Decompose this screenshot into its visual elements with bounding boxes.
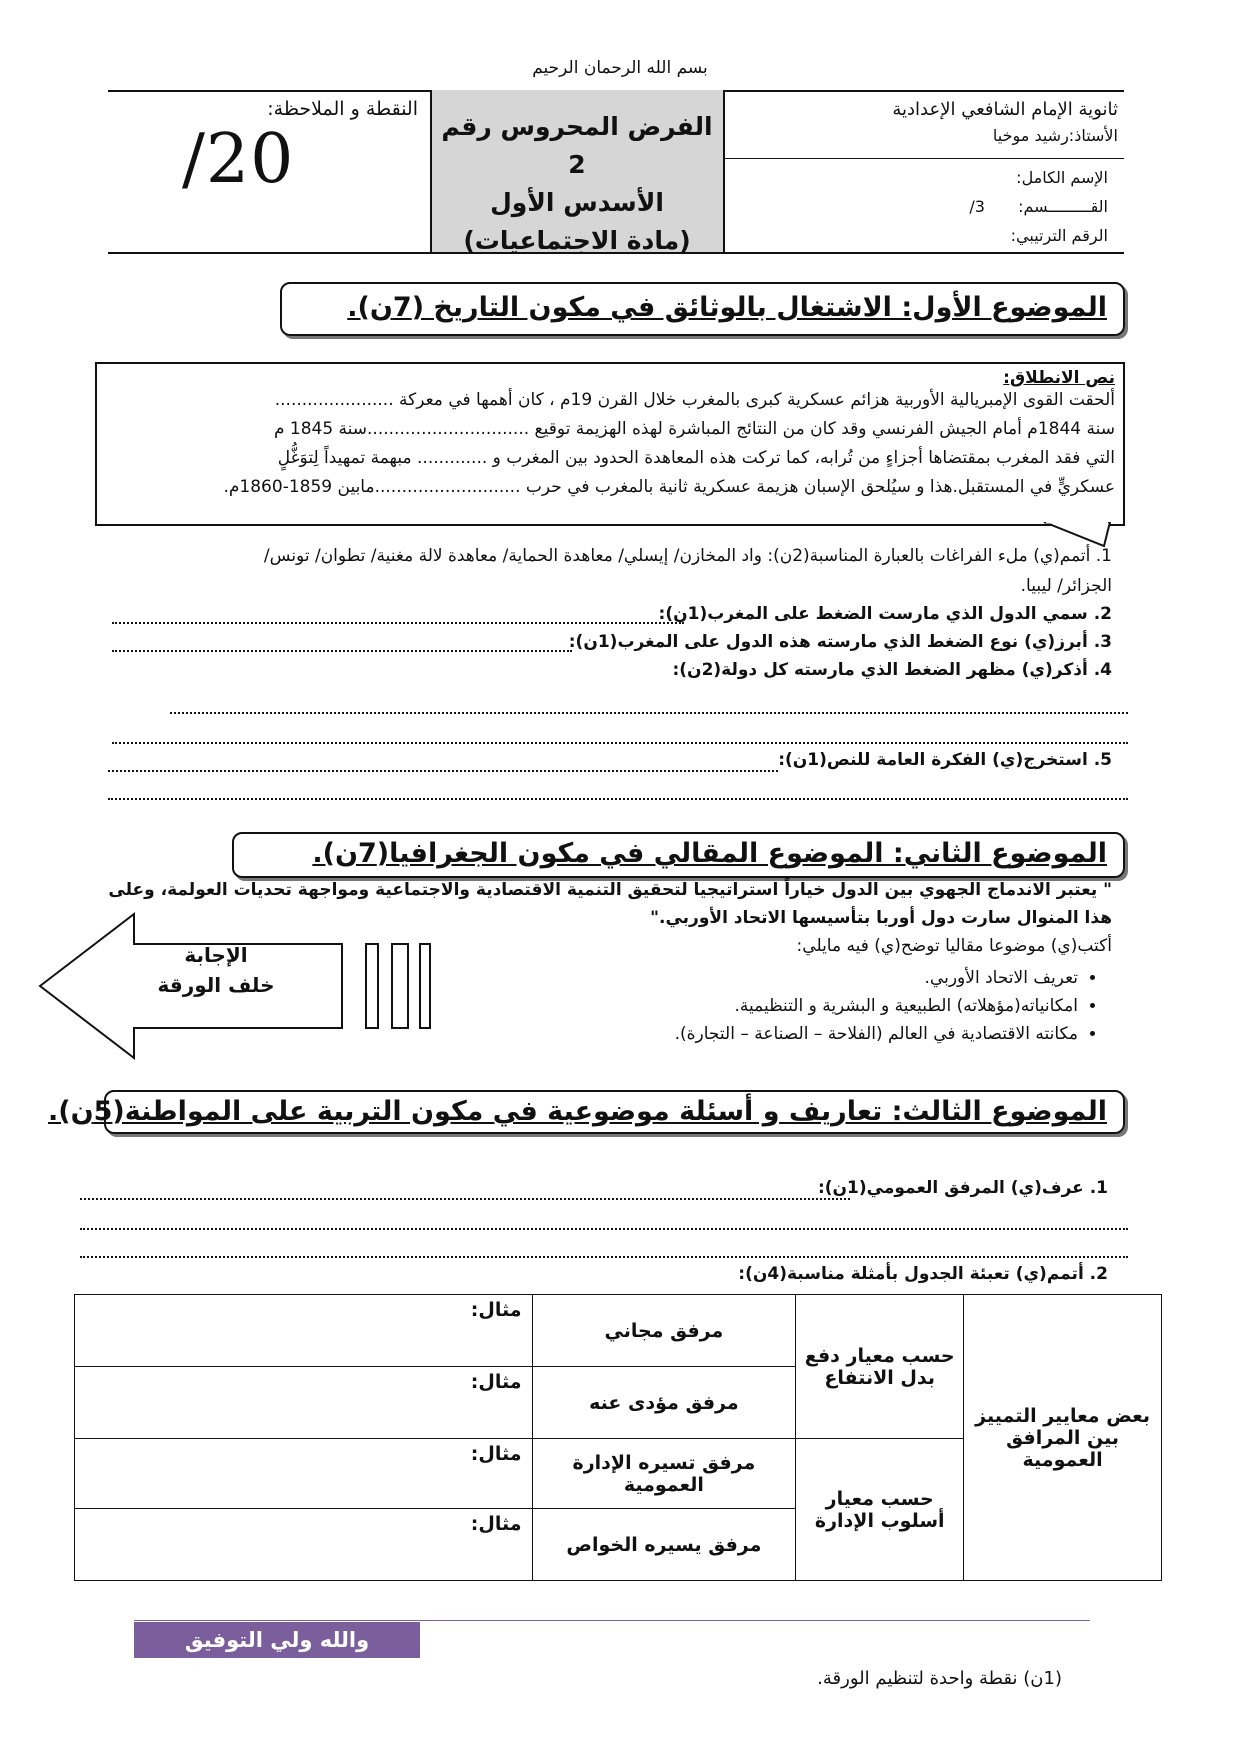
topic3-question-1: 1. عرف(ي) المرفق العمومي(1ن): (817, 1178, 1108, 1198)
starting-text-box (95, 362, 1125, 526)
topic3-title: الموضوع الثالث: تعاريف و أسئلة موضوعية في مكون التربية على المواطنة(5ن). (47, 1096, 1107, 1127)
question-4: 4. أذكر(ي) مظهر الضغط الذي مارسته كل دولة(2ن): (672, 660, 1112, 680)
score: /20 (182, 120, 295, 199)
class-value: 3/ (969, 197, 985, 216)
full-name-field[interactable]: الإسم الكامل: (1016, 168, 1108, 187)
answer-line[interactable] (80, 1256, 1128, 1258)
answer-line[interactable] (112, 622, 684, 624)
answer-line[interactable] (112, 650, 572, 652)
question-1-continued: الجزائر/ ليبيا. (1020, 576, 1112, 596)
example-cell[interactable]: مثال: (75, 1509, 533, 1581)
service-type: مرفق تسيره الإدارة العمومية (532, 1439, 796, 1509)
title-box-right-border (723, 90, 725, 252)
subject: (مادة الاجتماعيات) (463, 226, 691, 255)
topic2-quote: " يعتبر الاندماج الجهوي بين الدول خياراً استراتيجيا لتحقيق التنمية الاقتصادية والاجتماعية ومواجهة تحديات العولمة، وعلى (108, 880, 1112, 900)
exam-title: الفرض المحروس رقم 2 (441, 112, 713, 179)
footer-note: (1ن) نقطة واحدة لتنظيم الورقة. (817, 1668, 1062, 1689)
starting-text-line: ألحقت القوى الإمبريالية الأوربية هزائم عسكرية كبرى بالمغرب خلال القرن 19م ، كان أهمها في معركة ...................... (274, 390, 1115, 410)
service-type: مرفق يسيره الخواص (532, 1509, 796, 1581)
basmala: بسم الله الرحمان الرحيم (532, 58, 708, 78)
starting-text-line: سنة 1844م أمام الجيش الفرنسي وقد كان من النتائج المباشرة لهذه الهزيمة توقيع ..............................سنة 1845 م (273, 419, 1115, 439)
essay-point: • امكانياته(مؤهلاته) الطبيعية و البشرية و التنظيمية. (675, 992, 1078, 1020)
footer-rule (134, 1620, 1090, 1621)
student-fields (969, 163, 1108, 250)
topic1-banner (280, 282, 1125, 336)
teacher-name: رشيد موخيا (992, 126, 1069, 145)
essay-point: • تعريف الاتحاد الأوربي. (675, 964, 1078, 992)
topic3-question-2: 2. أتمم(ي) تعبئة الجدول بأمثلة مناسبة(4ن): (738, 1264, 1108, 1284)
topic2-title: الموضوع الثاني: الموضوع المقالي في مكون الجغرافيا(7ن). (312, 838, 1107, 869)
class-field[interactable] (969, 192, 1108, 221)
semester: الأسدس الأول (490, 188, 664, 217)
essay-instruction: أكتب(ي) موضوعا مقاليا توضح(ي) فيه مايلي: (796, 936, 1112, 956)
criterion-payment: حسب معيار دفع بدل الانتفاع (796, 1295, 964, 1439)
callout-tail (1040, 522, 1120, 548)
public-services-table (74, 1294, 1162, 1581)
service-type: مرفق مجاني (532, 1295, 796, 1367)
answer-note-line: خلف الورقة (157, 973, 275, 997)
table-main-header: بعض معايير التمييز بين المرافق العمومية (964, 1295, 1162, 1581)
question-2: 2. سمي الدول الذي مارست الضغط على المغرب(1ن): (658, 604, 1112, 624)
service-type: مرفق مؤدى عنه (532, 1367, 796, 1439)
question-3: 3. أبرز(ي) نوع الضغط الذي مارسته هذه الدول على المغرب(1ن): (568, 632, 1112, 652)
essay-point: • مكانته الاقتصادية في العالم (الفلاحة – الصناعة – التجارة). (675, 1020, 1078, 1048)
starting-text-label: نص الانطلاق: (1003, 368, 1115, 388)
topic1-title: الموضوع الأول: الاشتغال بالوثائق في مكون التاريخ (7ن). (347, 292, 1107, 323)
topic2-banner (232, 832, 1125, 878)
class-label: القـــــــــسم: (1018, 197, 1108, 216)
example-cell[interactable]: مثال: (75, 1439, 533, 1509)
starting-text-line: عسكريٍّ في المستقبل.هذا و سيُلحق الإسبان هزيمة عسكرية ثانية بالمغرب في حرب ...........................مابين 1859-1860م. (223, 477, 1115, 497)
answer-line[interactable] (80, 1198, 850, 1200)
title-box-left-border (430, 90, 432, 252)
answer-line[interactable] (108, 770, 778, 772)
starting-text-line: التي فقد المغرب بمقتضاها أجزاءٍ من تُرابه، كما تركت هذه المعاهدة الحدود بين المغرب و ............. مبهمة تمهيداً لِتوَغُّلٍ (277, 448, 1115, 468)
topic2-quote-continued: هذا المنوال سارت دول أوربا بتأسيسها الاتحاد الأوربي." (650, 908, 1112, 928)
closing-banner: والله ولي التوفيق (134, 1622, 420, 1658)
essay-points (675, 964, 1100, 1048)
topic3-banner (47, 1090, 1125, 1134)
answer-line[interactable] (170, 712, 1128, 714)
header-divider (725, 158, 1124, 159)
teacher-label: الأستاذ: (1068, 126, 1118, 145)
answer-line[interactable] (112, 742, 1128, 744)
example-cell[interactable]: مثال: (75, 1367, 533, 1439)
exam-title-box (430, 90, 724, 255)
answer-line[interactable] (108, 798, 1128, 800)
criterion-management: حسب معيار أسلوب الإدارة (796, 1439, 964, 1581)
question-1: 1. أتمم(ي) ملء الفراغات بالعبارة المناسبة(2ن): واد المخازن/ إيسلي/ معاهدة الحماية/ معاهدة لالة مغنية/ تطوان/ تونس/ (263, 546, 1112, 566)
answer-note-line: الإجابة (184, 943, 248, 967)
order-number-field[interactable]: الرقم الترتيبي: (1010, 226, 1108, 245)
question-5: 5. استخرج(ي) الفكرة العامة للنص(1ن): (778, 750, 1112, 770)
answer-line[interactable] (80, 1228, 1128, 1230)
school-name: ثانوية الإمام الشافعي الإعدادية (892, 99, 1118, 120)
answer-on-back-note (146, 940, 286, 1000)
grade-notes-label: النقطة و الملاحظة: (267, 98, 418, 120)
example-cell[interactable]: مثال: (75, 1295, 533, 1367)
teacher-line (993, 126, 1118, 145)
